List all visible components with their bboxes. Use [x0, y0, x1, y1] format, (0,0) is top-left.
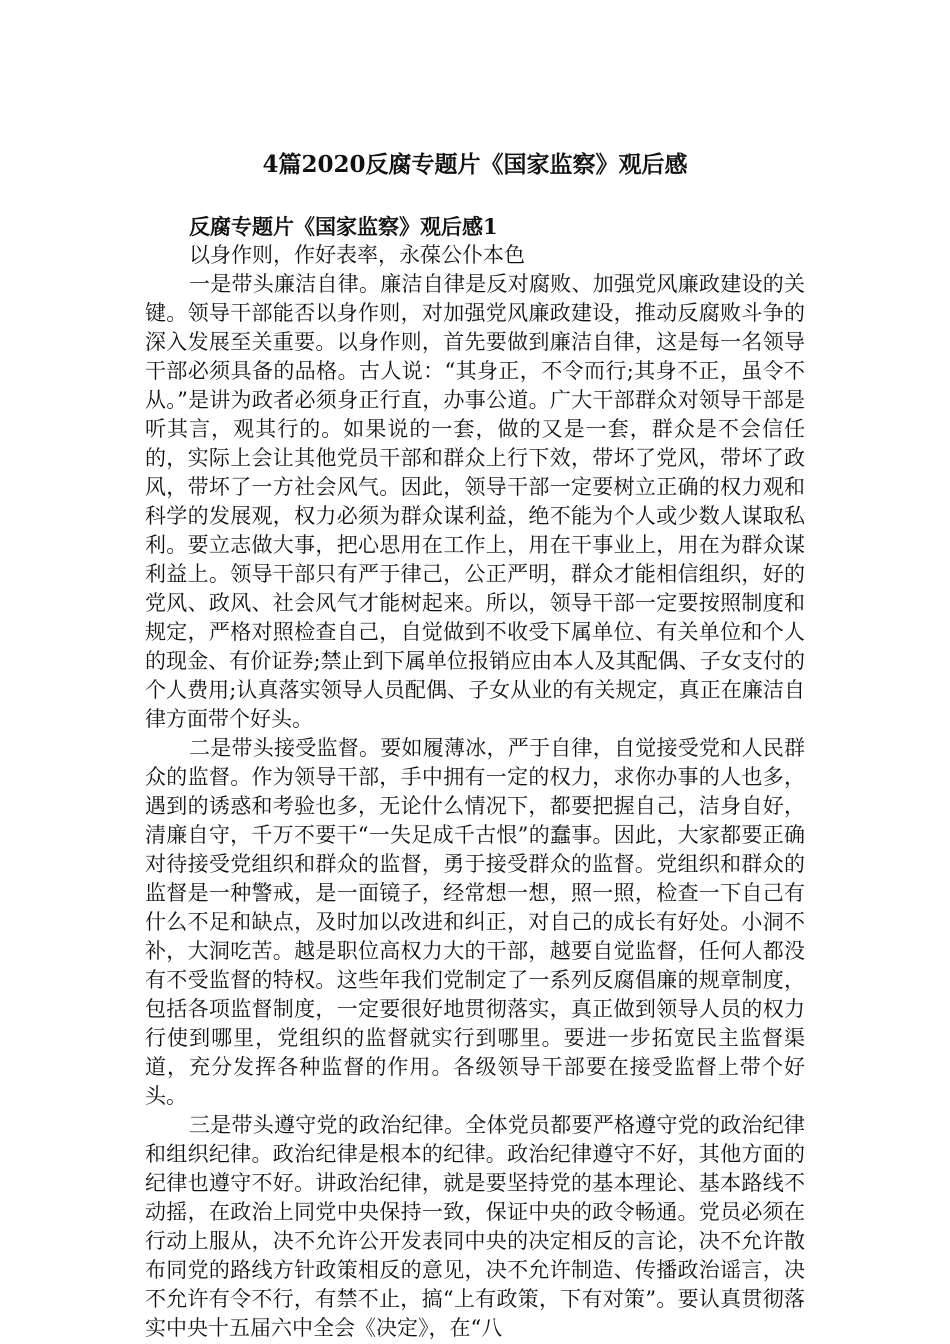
document-page	[145, 144, 805, 1343]
lead-line: 以身作则，作好表率，永葆公仆本色	[189, 243, 525, 267]
paragraph-3: 三是带头遵守党的政治纪律。全体党员都要严格遵守党的政治纪律和组织纪律。政治纪律是根本的纪律。政治纪律遵守不好，其他方面的纪律也遵守不好。讲政治纪律，就是要坚持党的基本理论、基本路线不动摇，在政治上同党中央保持一致，保证中央的政令畅通。党员必须在行动上服从，决不允许公开发表同中央的决定相反的言论，决不允许散布同党的路线方针政策相反的意见，决不允许制造、传播政治谣言，决不允许有令不行，有禁不止，搞“上有政策，下有对策”。要认真贯彻落实中央十五届六中全会《决定》，在“八	[145, 1113, 805, 1340]
section-title: 反腐专题片《国家监察》观后感1	[189, 214, 498, 239]
paragraph-2: 二是带头接受监督。要如履薄冰，严于自律，自觉接受党和人民群众的监督。作为领导干部，手中拥有一定的权力，求你办事的人也多，遇到的诱惑和考验也多，无论什么情况下，都要把握自己，洁身自好，清廉自守，千万不要干“一失足成千古恨”的蠢事。因此，大家都要正确对待接受党组织和群众的监督，勇于接受群众的监督。党组织和群众的监督是一种警戒，是一面镜子，经常想一想，照一照，检查一下自己有什么不足和缺点，及时加以改进和纠正，对自己的成长有好处。小洞不补，大洞吃苦。越是职位高权力大的干部，越要自觉监督，任何人都没有不受监督的特权。这些年我们党制定了一系列反腐倡廉的规章制度，包括各项监督制度，一定要很好地贯彻落实，真正做到领导人员的权力行使到哪里，党组织的监督就实行到哪里。要进一步拓宽民主监督渠道，充分发挥各种监督的作用。各级领导干部要在接受监督上带个好头。	[145, 736, 805, 1108]
document-title: 4篇2020反腐专题片《国家监察》观后感	[262, 151, 688, 178]
paragraph-1: 一是带头廉洁自律。廉洁自律是反对腐败、加强党风廉政建设的关键。领导干部能否以身作则，对加强党风廉政建设，推动反腐败斗争的深入发展至关重要。以身作则，首先要做到廉洁自律，这是每一名领导干部必须具备的品格。古人说：“其身正，不令而行;其身不正，虽令不从。”是讲为政者必须身正行直，办事公道。广大干部群众对领导干部是听其言，观其行的。如果说的一套，做的又是一套，群众是不会信任的，实际上会让其他党员干部和群众上行下效，带坏了党风，带坏了政风，带坏了一方社会风气。因此，领导干部一定要树立正确的权力观和科学的发展观，权力必须为群众谋利益，绝不能为个人或少数人谋取私利。要立志做大事，把心思用在工作上，用在干事业上，用在为群众谋利益上。领导干部只有严于律己，公正严明，群众才能相信组织，好的党风、政风、社会风气才能树起来。所以，领导干部一定要按照制度和规定，严格对照检查自己，自觉做到不收受下属单位、有关单位和个人的现金、有价证券;禁止到下属单位报销应由本人及其配偶、子女支付的个人费用;认真落实领导人员配偶、子女从业的有关规定，真正在廉洁自律方面带个好头。	[145, 272, 805, 731]
